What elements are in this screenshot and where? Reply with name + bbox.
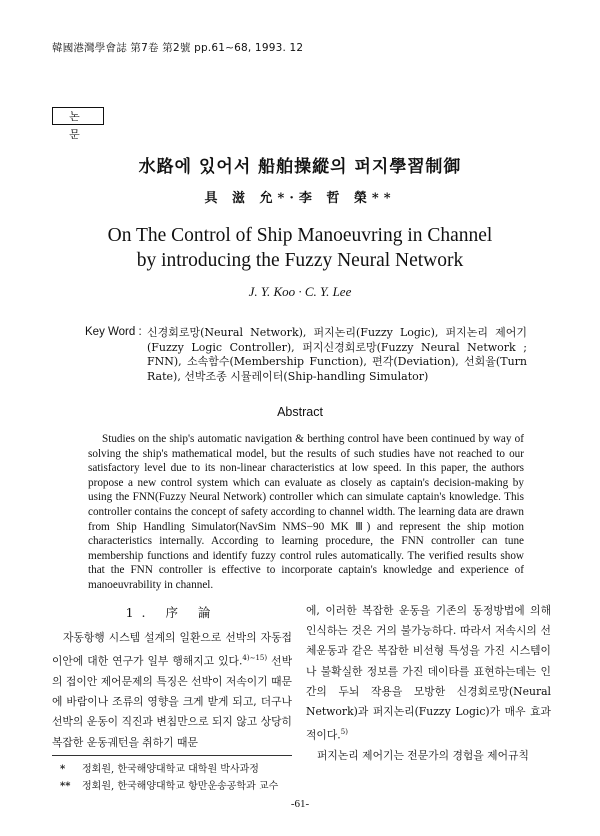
title-en-line-2: by introducing the Fuzzy Neural Network	[136, 250, 464, 271]
footnotes	[60, 761, 278, 795]
article-type-badge: 논문	[52, 107, 104, 125]
journal-citation: 韓國港灣學會誌 第7卷 第2號 pp.61∼68, 1993. 12	[52, 42, 304, 54]
body-column-left	[52, 628, 292, 753]
intro-paragraph-2: 퍼지논리 제어기는 전문가의 경험을 제어규칙	[317, 749, 529, 763]
intro-paragraph-1	[52, 628, 292, 753]
authors-korean: 具 滋 允*·李 哲 榮**	[204, 191, 396, 206]
reference-superscript: 5)	[340, 728, 348, 737]
title-en-line-1: On The Control of Ship Manoeuvring in Channel	[107, 225, 493, 246]
keywords-label: Key Word :	[85, 326, 142, 338]
intro-paragraph-1-cont	[306, 601, 551, 746]
paper-title-english	[0, 223, 600, 273]
intro-p1-cont-text: 에, 이러한 복잡한 운동을 기존의 동정방법에 의해 인식하는 것은 거의 불가능하다. 따라서 저속시의 선체운동과 같은 복잡한 비선형 특성을 가진 시스템이나 불확실한 정보를 가진 데이타를 표현하는데는 인간의 두뇌 작용을 모방한 신경회로망(Neural Network)과 퍼지논리(Fuzzy Logic)가 매우 효과적이다.	[306, 604, 551, 742]
footnote-text: 정회원, 한국해양대학교 항만운송공학과 교수	[82, 781, 279, 792]
authors-english: J. Y. Koo · C. Y. Lee	[248, 284, 352, 299]
abstract-body	[88, 432, 524, 593]
keywords-text: 신경회로망(Neural Network), 퍼지논리(Fuzzy Logic), 퍼지논리 제어기(Fuzzy Logic Controller), 퍼지신경회로망(Fuzzy Neural Network ; FNN), 소속함수(Membership Function), 편각(Deviation), 선회율(Turn Rate), 선박조종 시뮬레이터(Ship-handling Simulator)	[147, 326, 527, 383]
body-column-right	[306, 601, 551, 766]
page-number: -61-	[290, 798, 310, 810]
intro-p1-text-a: 자동항행 시스템 설계의 일환으로 선박의 자동접이안에 대한 연구가 일부 행해지고 있다.	[52, 631, 292, 668]
footnote-item	[60, 761, 278, 778]
footnote-item	[60, 778, 278, 795]
paper-title-korean: 水路에 있어서 船舶操縱의 퍼지學習制御	[138, 157, 462, 177]
footnote-mark: *	[60, 764, 66, 775]
abstract-heading: Abstract	[277, 405, 323, 419]
section-heading-introduction: 1. 序 論	[125, 605, 219, 620]
reference-superscript: 4)∼15)	[242, 654, 268, 663]
abstract-paragraph: Studies on the ship's automatic navigation & berthing control have been continued by way of solving the ship's mathematical model, but the results of such studies have not reached to our satisfactory level due to its non-linear characteristics at low speed. In this paper, the authors propose a new control system which can evaluate as closely as captain's decision-making by using the FNN(Fuzzy Neural Network) controller which can simulate captain's knowledge. This controller contains the concept of safety according to channel width. The learning data are drawn from Ship Handling Simulator(NavSim NMS−90 MK Ⅲ) and represent the ship motion characteristics internally. According to learning procedure, the FNN controller can tune membership functions and identify fuzzy control rules automatically. The verified results show that the FNN controller is effective to incorporate captain's knowledge and experience of manoeuvrability in channel.	[88, 433, 524, 591]
footnote-text: 정회원, 한국해양대학교 대학원 박사과정	[82, 764, 259, 775]
intro-p1-text-b: 선박의 접이안 제어문제의 특징은 선박이 저속이기 때문에 바람이나 조류의 영향을 크게 받게 되고, 더구나 선박의 운동이 직진과 변침만으로 되지 않고 상당히 복잡한 운동궤턴을 취하기 때문	[52, 654, 293, 749]
footnote-divider	[52, 755, 292, 756]
footnote-mark: **	[60, 781, 71, 792]
